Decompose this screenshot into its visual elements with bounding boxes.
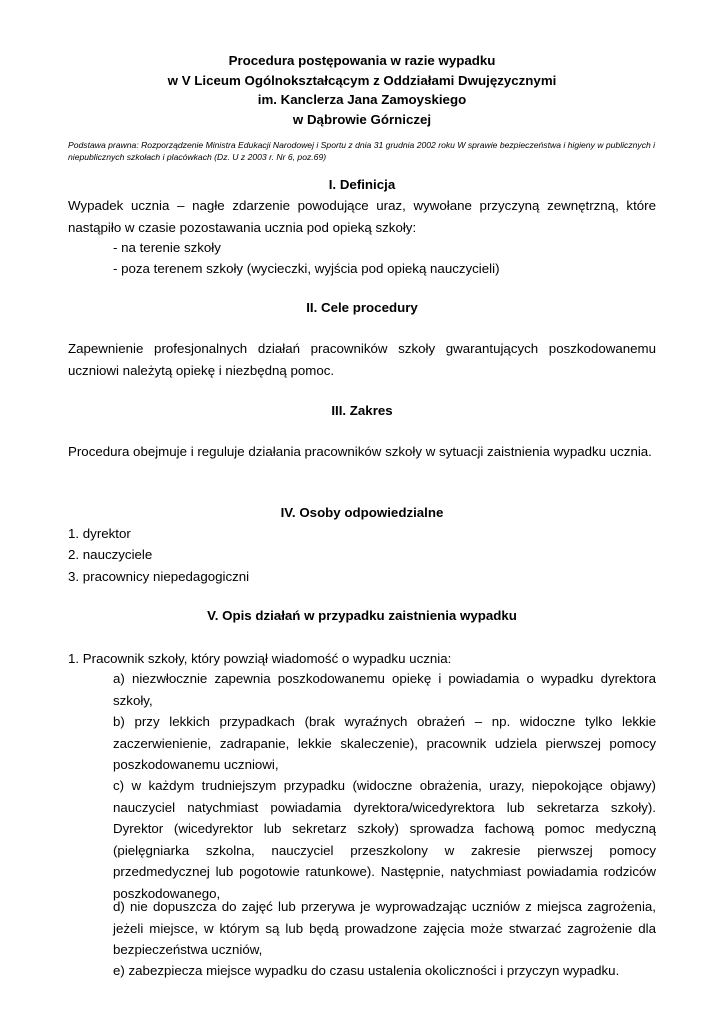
legal-basis: Podstawa prawna: Rozporządzenie Ministra Edukacji Narodowej i Sportu z dnia 31 grudnia 2002 roku W sprawie bezpieczeństwa i higieny w publicznych i niepublicznych szkołach i placówkach (Dz. U z 2003 r. Nr 6, poz.69) xyxy=(68,140,656,162)
responsible-list-item: 1. dyrektor xyxy=(68,526,131,541)
section-1-bullet: - na terenie szkoły xyxy=(113,240,221,255)
responsible-list-item: 3. pracownicy niepedagogiczni xyxy=(68,569,250,584)
section-1-heading: I. Definicja xyxy=(328,177,396,192)
section-1-text: Wypadek ucznia – nagłe zdarzenie powodujące uraz, wywołane przyczyną zewnętrzną, które nastąpiło w czasie pozostawania ucznia pod opieką szkoły: xyxy=(68,198,656,235)
procedure-step: d) nie dopuszcza do zajęć lub przerywa je wyprowadzając uczniów z miejsca zagrożenia, jeżeli miejsce, w którym są lub będą prowadzone zajęcia może stwarzać zagrożenie dla bezpieczeństwa uczniów, xyxy=(113,899,656,957)
title-line-3: im. Kanclerza Jana Zamoyskiego xyxy=(257,92,467,107)
section-5-intro: 1. Pracownik szkoły, który powziął wiadomość o wypadku ucznia: xyxy=(68,651,452,666)
title-line-4: w Dąbrowie Górniczej xyxy=(292,111,432,127)
title-line-1: Procedura postępowania w razie wypadku xyxy=(228,53,496,68)
procedure-step: a) niezwłocznie zapewnia poszkodowanemu opiekę i powiadamia o wypadku dyrektora szkoły, xyxy=(113,671,656,708)
procedure-step: b) przy lekkich przypadkach (brak wyraźnych obrażeń – np. widoczne tylko lekkie zaczerwienienie, zadrapanie, lekkie skaleczenie), pracownik udziela pierwszej pomocy poszkodowanemu uczniowi, xyxy=(113,714,656,772)
section-5-heading: V. Opis działań w przypadku zaistnienia wypadku xyxy=(207,608,517,623)
document-title xyxy=(68,51,656,129)
section-2-heading: II. Cele procedury xyxy=(306,300,418,315)
procedure-step: c) w każdym trudniejszym przypadku (widoczne obrażenia, urazy, niepokojące objawy) nauczyciel natychmiast powiadamia dyrektora/wicedyrektora lub sekretarza szkoły). Dyrektor (wicedyrektor lub sekretarz szkoły) sprowadza fachową pomoc medyczną (pielęgniarka szkolna, nauczyciel przeszkolony w zakresie pierwszej pomocy przedmedycznej lub pogotowie ratunkowe). Następnie, natychmiast powiadamia rodziców poszkodowanego, xyxy=(113,778,656,901)
procedure-step: e) zabezpiecza miejsce wypadku do czasu ustalenia okoliczności i przyczyn wypadku. xyxy=(113,963,620,978)
section-3-text: Procedura obejmuje i reguluje działania pracowników szkoły w sytuacji zaistnienia wypadku ucznia. xyxy=(68,444,652,459)
section-2-text: Zapewnienie profesjonalnych działań pracowników szkoły gwarantujących poszkodowanemu uczniowi należytą opiekę i niezbędną pomoc. xyxy=(68,341,656,378)
section-3-heading: III. Zakres xyxy=(331,403,393,418)
section-1-bullet: - poza terenem szkoły (wycieczki, wyjścia pod opieką nauczycieli) xyxy=(113,261,500,276)
title-line-2: w V Liceum Ogólnokształcącym z Oddziałami Dwujęzycznymi xyxy=(167,72,557,88)
responsible-list-item: 2. nauczyciele xyxy=(68,547,153,562)
section-4-heading: IV. Osoby odpowiedzialne xyxy=(280,505,444,520)
